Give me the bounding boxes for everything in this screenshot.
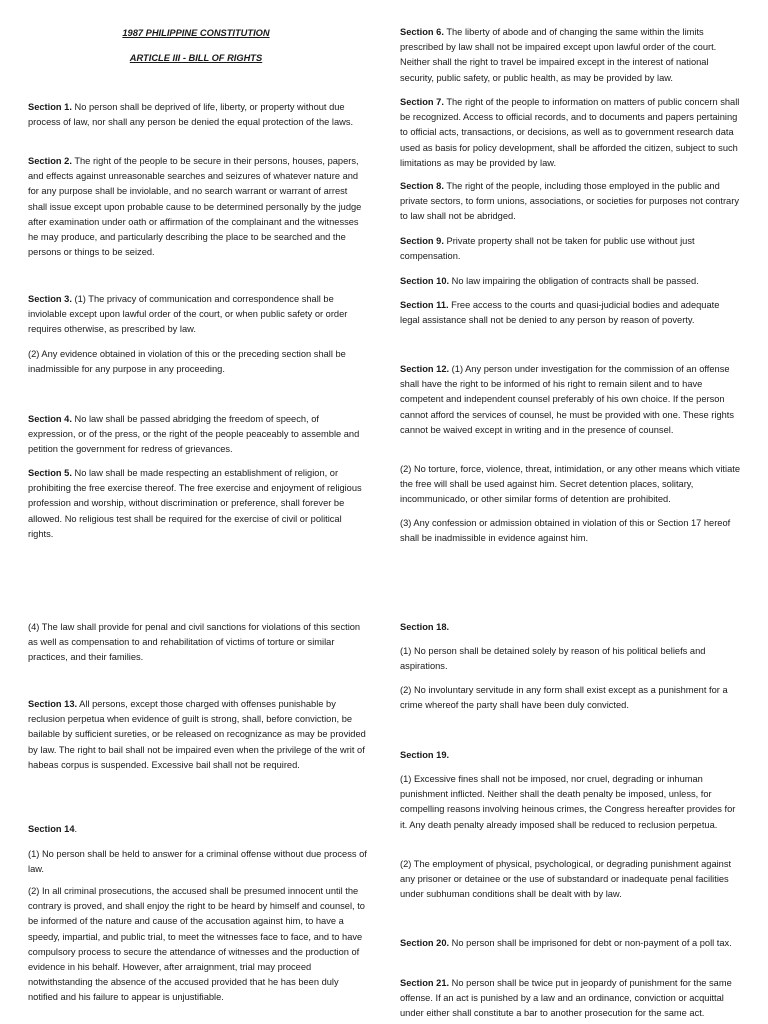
section-heading: Section 4. (28, 414, 72, 424)
section-8 (400, 179, 740, 225)
section-9 (400, 234, 740, 264)
section-13 (28, 697, 368, 773)
section-14-clause-2 (28, 884, 368, 1006)
section-text: (1) Excessive fines shall not be imposed, nor cruel, degrading or inhuman punishment inflicted. Neither shall the death penalty be imposed, unless, for compelling reasons involving heinous crimes, the Congress hereafter provides for it. Any death penalty already imposed shall be reduced to reclusion perpetua. (400, 774, 736, 830)
section-7 (400, 95, 740, 171)
section-3-clause-2 (28, 347, 368, 377)
section-heading: Section 8. (400, 181, 444, 191)
section-heading: Section 20. (400, 938, 450, 948)
section-text: No person shall be deprived of life, liberty, or property without due process of law, nor shall any person be denied the equal protection of the laws. (28, 102, 354, 128)
section-text: No law shall be passed abridging the freedom of speech, of expression, or of the press, or the right of the people peaceably to assemble and petition the government for redress of grievances. (28, 414, 360, 455)
section-text: (2) No torture, force, violence, threat, intimidation, or any other means which vitiate the free will shall be used against him. Secret detention places, solitary, incommunicado, or other similar forms of detention are prohibited. (400, 464, 741, 505)
section-heading: Section 2. (28, 156, 72, 166)
section-6 (400, 25, 740, 86)
section-10 (400, 274, 740, 289)
section-3 (28, 292, 368, 338)
section-heading: Section 6. (400, 27, 444, 37)
section-12-clause-2 (400, 462, 740, 508)
section-text: (1) Any person under investigation for the commission of an offense shall have the right to be informed of his right to remain silent and to have competent and independent counsel preferably of his own choice. If the person cannot afford the services of counsel, he must be provided with one. These rights cannot be waived except in writing and in the presence of counsel. (400, 364, 735, 435)
section-19-clause-2 (400, 857, 740, 903)
section-heading: Section 21. (400, 978, 450, 988)
section-text: The right of the people to information on matters of public concern shall be recognized. Access to official records, and to documents and papers pertaining to official acts, transactions, or decisions, as well as to government research data used as basis for policy development, shall be afforded the citizen, subject to such limitations as may be provided by law. (400, 97, 740, 168)
section-text: The right of the people, including those employed in the public and private sectors, to form unions, associations, or societies for purposes not contrary to law shall not be abridged. (400, 181, 739, 222)
section-1 (28, 100, 368, 130)
section-20 (400, 936, 740, 951)
section-text: Free access to the courts and quasi-judicial bodies and adequate legal assistance shall not be denied to any person by reason of poverty. (400, 300, 720, 326)
section-18-clause-2 (400, 683, 740, 713)
section-text: (1) No person shall be detained solely by reason of his political beliefs and aspirations. (400, 646, 706, 672)
section-heading: Section 10. (400, 276, 450, 286)
section-heading: Section 5. (28, 468, 72, 478)
section-14 (28, 822, 368, 837)
section-text: No person shall be imprisoned for debt or non-payment of a poll tax. (449, 938, 732, 948)
section-text: Private property shall not be taken for public use without just compensation. (400, 236, 695, 262)
section-text: The liberty of abode and of changing the same within the limits prescribed by law shall not be impaired except upon lawful order of the court. Neither shall the right to travel be impaired except in the interest of national security, public safety, or public health, as may be provided by law. (400, 27, 717, 83)
section-19 (400, 748, 740, 763)
section-text: (1) No person shall be held to answer for a criminal offense without due process of law. (28, 849, 367, 875)
section-text: All persons, except those charged with offenses punishable by reclusion perpetua when evidence of guilt is strong, shall, before conviction, be bailable by sufficient sureties, or be released on recognizance as may be provided by law. The right to bail shall not be impaired even when the privilege of the writ of habeas corpus is suspended. Excessive bail shall not be required. (28, 699, 366, 770)
section-heading: Section 18. (400, 622, 450, 632)
section-text: (2) In all criminal prosecutions, the accused shall be presumed innocent until the contrary is proved, and shall enjoy the right to be heard by himself and counsel, to be informed of the nature and cause of the accusation against him, to have a speedy, impartial, and public trial, to meet the witnesses face to face, and to have compulsory process to secure the attendance of witnesses and the production of evidence in his behalf. However, after arraignment, trial may proceed notwithstanding the absence of the accused provided that he has been duly notified and his failure to appear is unjustifiable. (28, 886, 365, 1003)
section-text: No law shall be made respecting an establishment of religion, or prohibiting the free exercise thereof. The free exercise and enjoyment of religious profession and worship, without discrimination or preference, shall forever be allowed. No religious test shall be required for the exercise of civil or political rights. (28, 468, 362, 539)
section-11 (400, 298, 740, 328)
section-heading: Section 7. (400, 97, 444, 107)
section-12 (400, 362, 740, 438)
section-4 (28, 412, 368, 458)
section-21 (400, 976, 740, 1022)
section-heading: Section 9. (400, 236, 444, 246)
section-text: The right of the people to be secure in their persons, houses, papers, and effects against unreasonable searches and seizures of whatever nature and for any purpose shall be inviolable, and no search warrant or warrant of arrest shall issue except upon probable cause to be determined personally by the judge after examination under oath or affirmation of the complainant and the witnesses he may produce, and particularly describing the place to be searched and the persons or things to be seized. (28, 156, 362, 258)
section-text: . (74, 824, 78, 834)
section-2 (28, 154, 368, 260)
section-heading: Section 11. (400, 300, 449, 310)
section-heading: Section 3. (28, 294, 72, 304)
document-title: 1987 PHILIPPINE CONSTITUTION (122, 28, 270, 38)
section-text: (2) Any evidence obtained in violation of this or the preceding section shall be inadmissible for any purpose in any proceeding. (28, 349, 346, 375)
section-12-clause-4 (28, 620, 368, 666)
section-19-clause-1 (400, 772, 740, 833)
section-text: (2) No involuntary servitude in any form shall exist except as a punishment for a crime whereof the party shall have been duly convicted. (400, 685, 728, 711)
section-heading: Section 1. (28, 102, 72, 112)
section-18-clause-1 (400, 644, 740, 674)
section-12-clause-3 (400, 516, 740, 546)
section-text: (3) Any confession or admission obtained in violation of this or Section 17 hereof shall be inadmissible in evidence against him. (400, 518, 731, 544)
section-14-clause-1 (28, 847, 368, 877)
section-text: No law impairing the obligation of contracts shall be passed. (449, 276, 699, 286)
section-text: No person shall be twice put in jeopardy of punishment for the same offense. If an act is punished by a law and an ordinance, conviction or acquittal under either shall constitute a bar to another prosecution for the same act. (400, 978, 732, 1019)
section-text: (1) The privacy of communication and correspondence shall be inviolable except upon lawful order of the court, or when public safety or order requires otherwise, as prescribed by law. (28, 294, 348, 335)
section-5 (28, 466, 368, 542)
section-heading: Section 13. (28, 699, 78, 709)
section-text: (4) The law shall provide for penal and civil sanctions for violations of this section as well as compensation to and rehabilitation of victims of torture or similar practices, and their families. (28, 622, 361, 663)
section-18 (400, 620, 740, 635)
section-text: (2) The employment of physical, psychological, or degrading punishment against any prisoner or detainee or the use of substandard or inadequate penal facilities under subhuman conditions shall be dealt with by law. (400, 859, 732, 900)
section-heading: Section 12. (400, 364, 450, 374)
section-heading: Section 14 (28, 824, 75, 834)
document-subtitle: ARTICLE III - BILL OF RIGHTS (129, 53, 263, 63)
section-heading: Section 19. (400, 750, 450, 760)
